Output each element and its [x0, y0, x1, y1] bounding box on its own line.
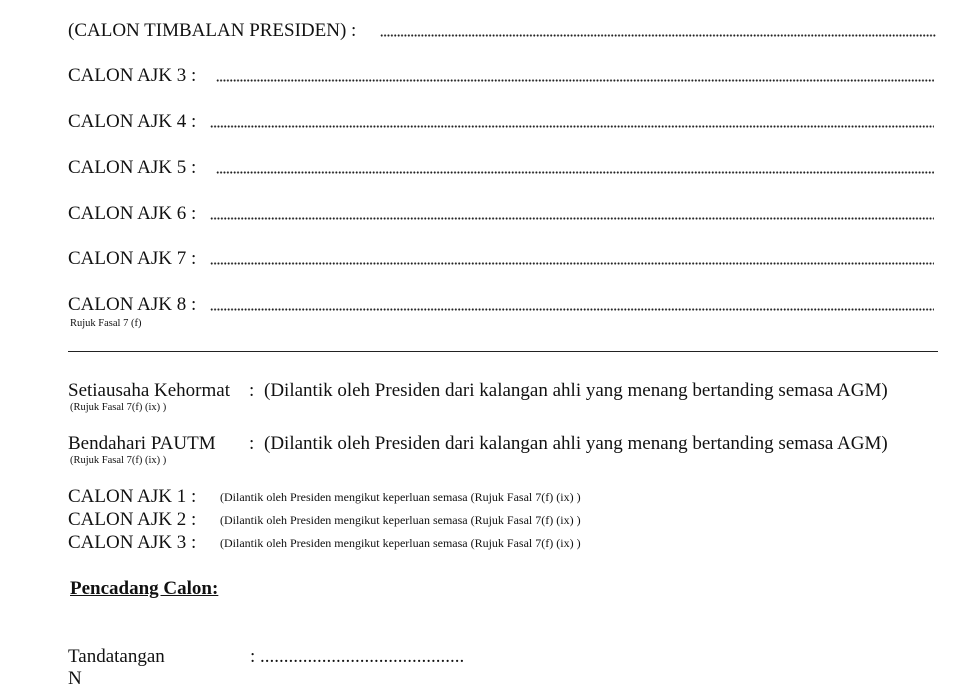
- pencadang-field-tandatangan[interactable]: : ...........................................: [250, 646, 465, 667]
- appointed-ajk-3-label: CALON AJK 3 :: [68, 532, 197, 553]
- appointed-colon-bendahari: :: [249, 433, 255, 454]
- candidate-label-ajk-6: CALON AJK 6 :: [68, 203, 197, 224]
- candidate-label-ajk-3: CALON AJK 3 :: [68, 65, 197, 86]
- pencadang-label-nama: N: [68, 668, 82, 689]
- appointed-desc-setiausaha: (Dilantik oleh Presiden dari kalangan ahli yang menang bertanding semasa AGM): [264, 380, 888, 401]
- appointed-title-setiausaha: Setiausaha Kehormat: [68, 380, 230, 401]
- candidate-field-ajk-6[interactable]: [210, 201, 934, 220]
- appointed-ajk-3-note: (Dilantik oleh Presiden mengikut keperluan semasa (Rujuk Fasal 7(f) (ix) ): [220, 536, 581, 550]
- candidate-field-timbalan-presiden[interactable]: [380, 18, 936, 37]
- appointed-ajk-1-note: (Dilantik oleh Presiden mengikut keperluan semasa (Rujuk Fasal 7(f) (ix) ): [220, 490, 581, 504]
- pencadang-label-tandatangan: Tandatangan: [68, 646, 165, 667]
- candidate-label-ajk-4: CALON AJK 4 :: [68, 111, 197, 132]
- candidate-field-ajk-7[interactable]: [210, 246, 934, 265]
- rujuk-fasal-note: Rujuk Fasal 7 (f): [70, 318, 142, 329]
- appointed-title-bendahari: Bendahari PAUTM: [68, 433, 216, 454]
- candidate-label-ajk-8: CALON AJK 8 :: [68, 294, 197, 315]
- appointed-colon-setiausaha: :: [249, 380, 255, 401]
- pencadang-heading: Pencadang Calon:: [70, 578, 219, 599]
- candidate-field-ajk-5[interactable]: [216, 155, 934, 174]
- candidate-label-ajk-7: CALON AJK 7 :: [68, 248, 197, 269]
- candidate-label-ajk-5: CALON AJK 5 :: [68, 157, 197, 178]
- candidate-field-ajk-4[interactable]: [210, 109, 934, 128]
- candidate-field-ajk-8[interactable]: [210, 292, 934, 311]
- candidate-label-timbalan-presiden: (CALON TIMBALAN PRESIDEN) :: [68, 20, 357, 41]
- appointed-ref-bendahari: (Rujuk Fasal 7(f) (ix) ): [70, 455, 167, 466]
- section-divider: [68, 351, 938, 352]
- appointed-ajk-1-label: CALON AJK 1 :: [68, 486, 197, 507]
- appointed-ref-setiausaha: (Rujuk Fasal 7(f) (ix) ): [70, 402, 167, 413]
- candidate-field-ajk-3[interactable]: [216, 63, 934, 82]
- appointed-desc-bendahari: (Dilantik oleh Presiden dari kalangan ahli yang menang bertanding semasa AGM): [264, 433, 888, 454]
- appointed-ajk-2-note: (Dilantik oleh Presiden mengikut keperluan semasa (Rujuk Fasal 7(f) (ix) ): [220, 513, 581, 527]
- appointed-ajk-2-label: CALON AJK 2 :: [68, 509, 197, 530]
